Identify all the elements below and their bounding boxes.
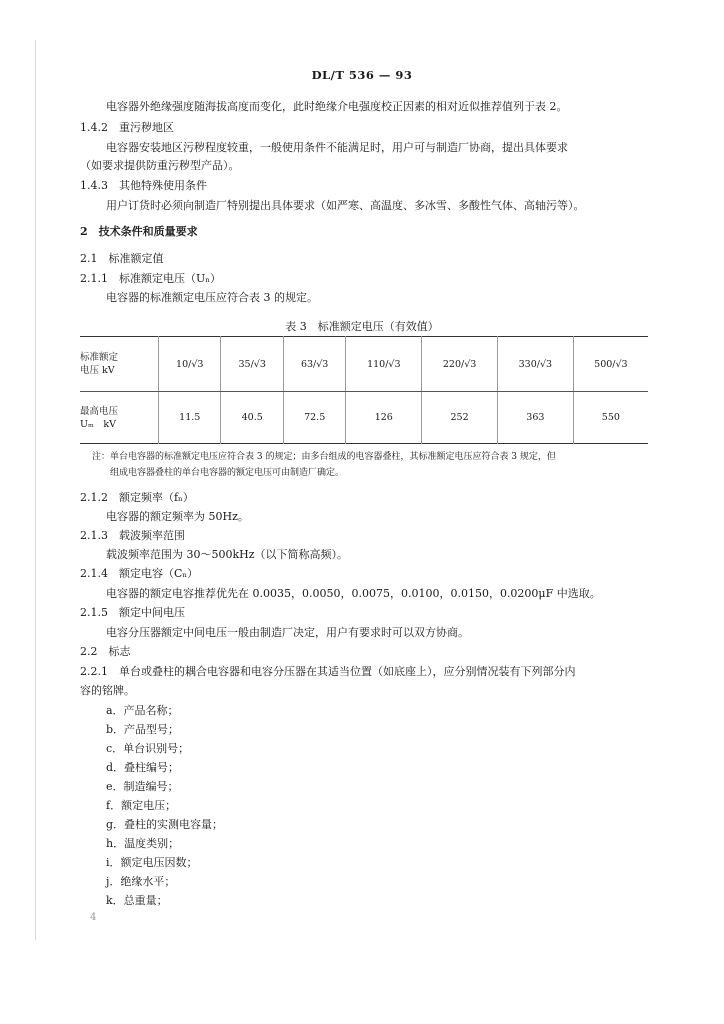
table-cell: 220/√3 <box>422 337 498 392</box>
table-cell: 40.5 <box>221 392 283 444</box>
table-cell: 35/√3 <box>221 337 283 392</box>
table-cell: 252 <box>422 392 498 444</box>
row-label-line: 标准额定 <box>80 352 119 363</box>
table-note: 组成电容器叠柱的单台电容器的额定电压可由制造厂确定。 <box>110 468 345 478</box>
table-cell: 126 <box>346 392 422 444</box>
chapter-heading-2: 2 技术条件和质量要求 <box>80 225 198 238</box>
section-heading-1-4-2: 1.4.2 重污秽地区 <box>80 121 174 134</box>
page-number: 4 <box>90 912 97 923</box>
list-item: d．叠柱编号； <box>106 761 180 774</box>
paragraph-line: 电容器安装地区污秽程度较重，一般使用条件不能满足时，用户可与制造厂协商，提出具体要求 <box>106 141 568 154</box>
list-item: j．绝缘水平； <box>106 875 176 888</box>
list-item: f．额定电压； <box>106 799 177 812</box>
table-cell: 63/√3 <box>283 337 345 392</box>
list-item: a．产品名称； <box>106 704 179 717</box>
table-cell: 550 <box>573 392 648 444</box>
row-label-line: Uₘ kV <box>80 418 116 430</box>
section-heading-2-1-2: 2.1.2 额定频率（fₙ） <box>80 491 194 504</box>
table-cell: 110/√3 <box>346 337 422 392</box>
section-heading-2-1-5: 2.1.5 额定中间电压 <box>80 606 185 619</box>
row-label-line: 最高电压 <box>80 405 119 417</box>
scan-edge-line <box>35 40 36 940</box>
paragraph-line: 电容器的额定频率为 50Hz。 <box>106 510 249 523</box>
paragraph-line: 电容器的额定电容推荐优先在 0.0035，0.0050，0.0075，0.0100，0.0150，0.0200μF 中选取。 <box>106 587 601 600</box>
paragraph-line: 容的铭牌。 <box>80 684 135 697</box>
row-label-max-voltage <box>80 392 159 444</box>
list-item: b．产品型号； <box>106 723 180 736</box>
standard-code-header: DL/T 536 — 93 <box>311 68 413 82</box>
row-label-line: 电压 kV <box>80 365 115 376</box>
section-heading-2-2-1: 2.2.1 单台或叠柱的耦合电容器和电容分压器在其适当位置（如底座上），应分别情况装有下列部分内 <box>80 665 576 678</box>
list-item: h．温度类别； <box>106 837 180 850</box>
list-item: g．叠柱的实测电容量； <box>106 818 224 831</box>
table-cell: 500/√3 <box>573 337 648 392</box>
list-item: e．制造编号； <box>106 780 179 793</box>
section-heading-2-1-3: 2.1.3 载波频率范围 <box>80 529 185 542</box>
paragraph-line: 电容分压器额定中间电压一般由制造厂决定，用户有要求时可以双方协商。 <box>106 626 469 639</box>
list-item: i．额定电压因数； <box>106 856 198 869</box>
section-heading-1-4-3: 1.4.3 其他特殊使用条件 <box>80 179 207 192</box>
section-heading-2-1-4: 2.1.4 额定电容（Cₙ） <box>80 567 199 580</box>
list-item: k．总重量； <box>106 894 168 907</box>
table-cell: 363 <box>497 392 573 444</box>
table-cell: 10/√3 <box>159 337 221 392</box>
row-label-rated-voltage <box>80 337 159 392</box>
paragraph-line: 载波频率范围为 30～500kHz（以下简称高频）。 <box>106 548 349 561</box>
paragraph-line: 电容器外绝缘强度随海拔高度而变化，此时绝缘介电强度校正因素的相对近似推荐值列于表 2。 <box>106 100 568 113</box>
table-note: 注：单台电容器的标准额定电压应符合表 3 的规定；由多台组成的电容器叠柱，其标准额定电压应符合表 3 规定，但 <box>92 452 556 462</box>
table-row <box>80 337 648 392</box>
rated-voltage-table <box>80 336 648 444</box>
paragraph-line: （如要求提供防重污秽型产品）。 <box>80 159 240 172</box>
section-heading-2-1-1: 2.1.1 标准额定电压（Uₙ） <box>80 272 222 285</box>
table-row <box>80 392 648 444</box>
section-heading-2-2: 2.2 标志 <box>80 645 131 658</box>
section-heading-2-1: 2.1 标准额定值 <box>80 252 164 265</box>
table-caption: 表 3 标准额定电压（有效值） <box>285 320 439 333</box>
table-cell: 330/√3 <box>497 337 573 392</box>
paragraph-line: 用户订货时必须向制造厂特别提出具体要求（如严寒、高温度、多冰雪、多酸性气体、高轴污等）。 <box>106 199 585 212</box>
list-item: c．单台识别号； <box>106 742 190 755</box>
table-cell: 11.5 <box>159 392 221 444</box>
paragraph-line: 电容器的标准额定电压应符合表 3 的规定。 <box>106 291 318 304</box>
table-cell: 72.5 <box>283 392 345 444</box>
